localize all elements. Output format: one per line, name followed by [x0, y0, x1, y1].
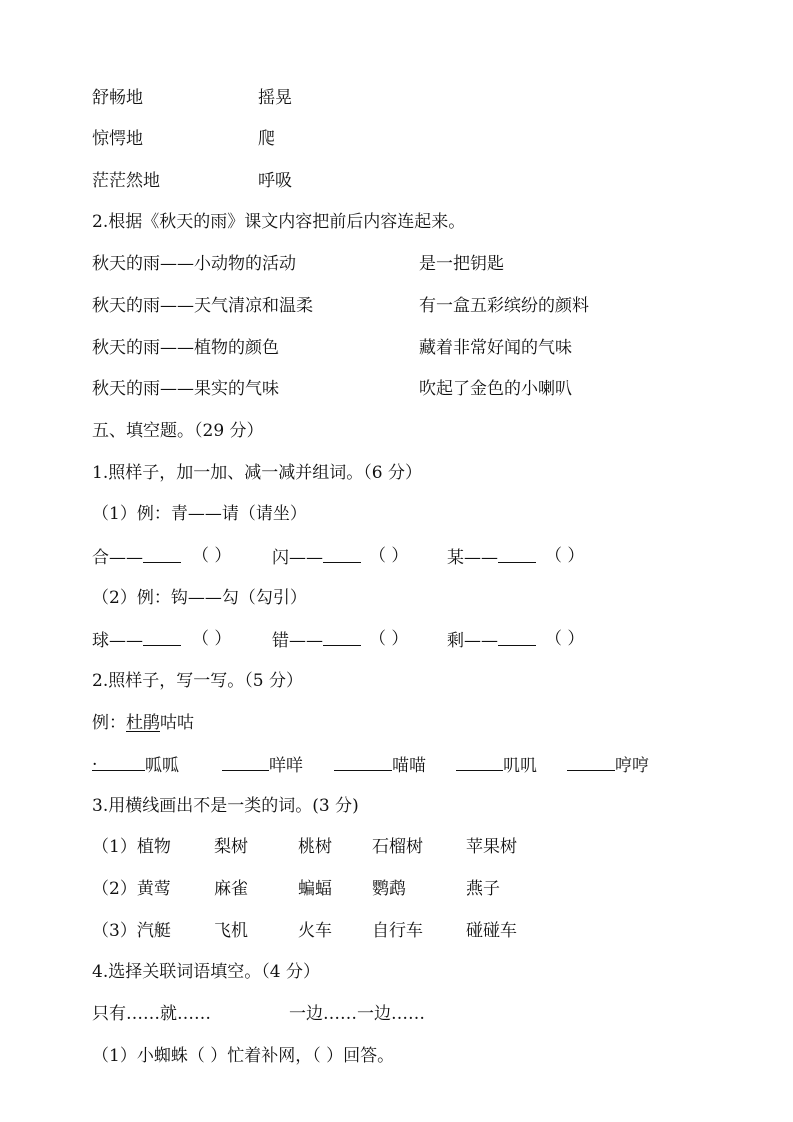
q2-item-1-text: 呱呱 [145, 756, 179, 776]
autumn-left-2: 秋天的雨——天气清凉和温柔 [92, 296, 313, 316]
q3-r3-c3[interactable]: 火车 [298, 921, 332, 941]
answer-blank[interactable] [456, 752, 503, 771]
q1-example-1: （1）例：青——请（请坐） [92, 504, 307, 524]
q2-item-4 [456, 752, 537, 778]
answer-blank[interactable] [498, 544, 536, 563]
autumn-left-4: 秋天的雨——果实的气味 [92, 379, 279, 399]
answer-blank[interactable] [323, 544, 361, 563]
q3-r1-c3[interactable]: 桃树 [298, 837, 332, 857]
q1-row1-char1: 合—— [92, 548, 143, 568]
q4-title: 4.选择关联词语填空。（4 分） [92, 962, 320, 982]
q2-item-5 [567, 752, 649, 778]
q3-r2-c4[interactable]: 鹦鹉 [372, 879, 406, 899]
answer-blank[interactable] [498, 627, 536, 646]
q1-title: 1.照样子，加一加、减一减并组词。（6 分） [92, 463, 422, 483]
q2-write-title: 2.照样子，写一写。（5 分） [92, 671, 303, 691]
section5-title: 五、填空题。（29 分） [92, 421, 264, 441]
q1-row2-char1: 球—— [92, 631, 143, 651]
q1-row2-item2 [272, 627, 361, 653]
q4-sentence-1[interactable]: （1）小蜘蛛（ ）忙着补网，（ ）回答。 [92, 1046, 395, 1066]
autumn-right-2: 有一盒五彩缤纷的颜料 [419, 296, 589, 316]
q4-option-2: 一边……一边…… [289, 1004, 425, 1024]
answer-blank[interactable] [222, 752, 269, 771]
q3-r3-c5[interactable]: 碰碰车 [466, 921, 517, 941]
q1-row2-paren1[interactable]: （ ） [192, 629, 232, 649]
q2-autumn-title: 2.根据《秋天的雨》课文内容把前后内容连起来。 [92, 212, 466, 232]
q1-row2-char2: 错—— [272, 631, 323, 651]
autumn-left-1: 秋天的雨——小动物的活动 [92, 254, 296, 274]
q1-row1-paren2[interactable]: （ ） [369, 546, 409, 566]
q3-r3-c1: （3）汽艇 [92, 921, 171, 941]
q1-row1-paren3[interactable]: （ ） [545, 546, 585, 566]
q2-blank-dot: . [92, 750, 98, 770]
q1-row1-paren1[interactable]: （ ） [192, 546, 232, 566]
match-left-3: 茫茫然地 [92, 171, 160, 191]
q2-item-2-text: 咩咩 [269, 756, 303, 776]
match-right-2: 爬 [258, 129, 275, 149]
q2-example-word: 杜鹃 [126, 713, 160, 733]
q3-r3-c2[interactable]: 飞机 [214, 921, 248, 941]
q3-title: 3.用横线画出不是一类的词。(3 分) [92, 796, 359, 816]
q3-r1-c4[interactable]: 石榴树 [372, 837, 423, 857]
answer-blank[interactable] [567, 752, 615, 771]
answer-blank[interactable] [334, 752, 392, 771]
q3-r3-c4[interactable]: 自行车 [372, 921, 423, 941]
q3-r2-c3[interactable]: 蝙蝠 [298, 879, 332, 899]
match-left-2: 惊愕地 [92, 129, 143, 149]
q3-r2-c1: （2）黄莺 [92, 879, 171, 899]
q2-example [92, 711, 194, 735]
q1-row2-item1 [92, 627, 181, 653]
q2-item-2 [222, 752, 303, 778]
answer-blank[interactable] [92, 752, 145, 771]
q4-option-1: 只有……就…… [92, 1004, 211, 1024]
q2-item-1 [92, 752, 179, 778]
q1-row2-char3: 剩—— [447, 631, 498, 651]
autumn-left-3: 秋天的雨——植物的颜色 [92, 338, 279, 358]
q1-row1-char3: 某—— [447, 548, 498, 568]
answer-blank[interactable] [143, 627, 181, 646]
match-right-3: 呼吸 [258, 171, 292, 191]
q2-item-4-text: 叽叽 [503, 756, 537, 776]
autumn-right-3: 藏着非常好闻的气味 [419, 338, 572, 358]
q2-example-prefix: 例： [92, 713, 126, 733]
q1-example-2: （2）例：钩——勾（勾引） [92, 588, 307, 608]
q3-r1-c5[interactable]: 苹果树 [466, 837, 517, 857]
match-left-1: 舒畅地 [92, 88, 143, 108]
autumn-right-4: 吹起了金色的小喇叭 [419, 379, 572, 399]
answer-blank[interactable] [143, 544, 181, 563]
q2-item-5-text: 哼哼 [615, 756, 649, 776]
q1-row1-item1 [92, 544, 181, 570]
answer-blank[interactable] [323, 627, 361, 646]
q3-r2-c2[interactable]: 麻雀 [214, 879, 248, 899]
q1-row2-paren3[interactable]: （ ） [545, 629, 585, 649]
q1-row2-paren2[interactable]: （ ） [369, 629, 409, 649]
q1-row1-item3 [447, 544, 536, 570]
q1-row1-char2: 闪—— [272, 548, 323, 568]
autumn-right-1: 是一把钥匙 [419, 254, 504, 274]
q3-r1-c2[interactable]: 梨树 [214, 837, 248, 857]
q2-example-suffix: 咕咕 [160, 713, 194, 733]
q1-row2-item3 [447, 627, 536, 653]
q3-r1-c1: （1）植物 [92, 837, 171, 857]
q2-item-3 [334, 752, 426, 778]
q3-r2-c5[interactable]: 燕子 [466, 879, 500, 899]
q2-item-3-text: 喵喵 [392, 756, 426, 776]
q1-row1-item2 [272, 544, 361, 570]
match-right-1: 摇晃 [258, 88, 292, 108]
